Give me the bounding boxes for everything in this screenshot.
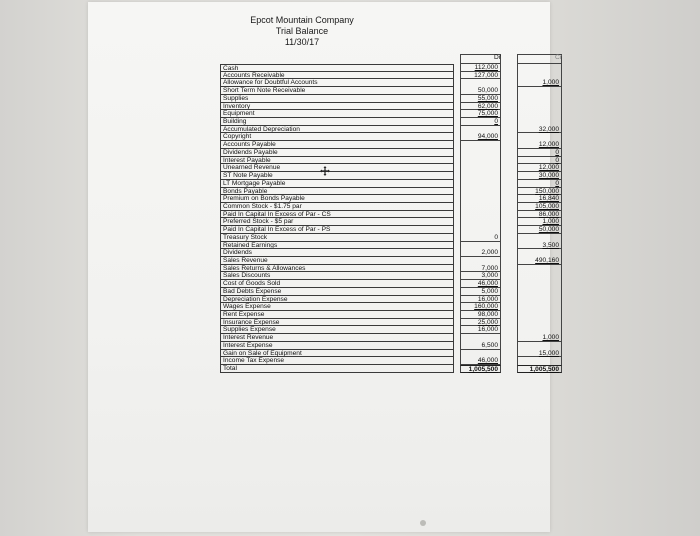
- table-row: [220, 64, 564, 72]
- credit-amount: 12,000: [517, 164, 562, 172]
- debit-amount: [460, 242, 501, 250]
- table-row: [220, 188, 564, 196]
- account-name: Premium on Bonds Payable: [220, 195, 454, 203]
- debit-amount: [460, 79, 501, 87]
- debit-amount: [460, 226, 501, 234]
- company-name: Epcot Mountain Company: [250, 15, 354, 25]
- account-name: Supplies Expense: [220, 326, 454, 334]
- credit-amount: 50,000: [517, 226, 562, 234]
- table-row: [220, 242, 564, 250]
- account-name: Dividends Payable: [220, 149, 454, 157]
- account-name: Equipment: [220, 110, 454, 118]
- account-name: Copyright: [220, 133, 454, 141]
- debit-amount: [460, 188, 501, 196]
- credit-amount: [517, 133, 562, 141]
- credit-amount: 490,160: [517, 257, 562, 265]
- debit-amount: [460, 141, 501, 149]
- table-row: [220, 172, 564, 180]
- table-row: [220, 226, 564, 234]
- credit-amount: [517, 72, 562, 80]
- credit-amount: 15,000: [517, 350, 562, 358]
- credit-amount: 3,500: [517, 242, 562, 250]
- paper-mark: [420, 520, 426, 526]
- account-name: Inventory: [220, 103, 454, 111]
- debit-amount: 25,000: [460, 319, 501, 327]
- table-row: [220, 157, 564, 165]
- table-row: [220, 133, 564, 141]
- report-date: 11/30/17: [284, 37, 320, 47]
- account-name: Wages Expense: [220, 303, 454, 311]
- account-name: Accounts Payable: [220, 141, 454, 149]
- account-name: Total: [220, 365, 454, 373]
- credit-amount: 30,000: [517, 172, 562, 180]
- debit-amount: 98,000: [460, 311, 501, 319]
- credit-amount: [517, 326, 562, 334]
- table-row: [220, 334, 564, 342]
- debit-amount: [460, 172, 501, 180]
- debit-amount: [460, 157, 501, 165]
- credit-column-header: Cr: [555, 54, 562, 61]
- debit-amount: 46,000: [460, 280, 501, 288]
- credit-amount: [517, 357, 562, 365]
- account-name: Insurance Expense: [220, 319, 454, 327]
- account-name: Cost of Goods Sold: [220, 280, 454, 288]
- debit-amount: 3,000: [460, 272, 501, 280]
- credit-amount: [517, 280, 562, 288]
- account-name: LT Mortgage Payable: [220, 180, 454, 188]
- debit-amount: 50,000: [460, 87, 501, 95]
- account-name: Interest Payable: [220, 157, 454, 165]
- credit-amount: [517, 319, 562, 327]
- table-row: [220, 141, 564, 149]
- move-cursor-icon: [320, 166, 330, 176]
- credit-amount: [517, 64, 562, 72]
- credit-amount: 86,000: [517, 211, 562, 219]
- credit-amount: 12,000: [517, 141, 562, 149]
- credit-amount: [517, 288, 562, 296]
- table-row: [220, 303, 564, 311]
- account-name: Supplies: [220, 95, 454, 103]
- table-row: [220, 249, 564, 257]
- debit-amount: 75,000: [460, 110, 501, 118]
- debit-amount: 55,000: [460, 95, 501, 103]
- table-row: [220, 257, 564, 265]
- account-name: Sales Discounts: [220, 272, 454, 280]
- debit-amount: 16,000: [460, 326, 501, 334]
- credit-amount: [517, 87, 562, 95]
- table-row: [220, 103, 564, 111]
- credit-amount: 0: [517, 149, 562, 157]
- debit-amount: [460, 164, 501, 172]
- credit-amount: [517, 265, 562, 273]
- account-name: Preferred Stock - $5 par: [220, 218, 454, 226]
- credit-amount: 1,000: [517, 334, 562, 342]
- credit-amount: [517, 249, 562, 257]
- debit-amount: [460, 334, 501, 342]
- account-name: Gain on Sale of Equipment: [220, 350, 454, 358]
- debit-amount: 2,000: [460, 249, 501, 257]
- debit-amount: 112,000: [460, 64, 501, 72]
- debit-amount: 16,000: [460, 296, 501, 304]
- account-name: Interest Expense: [220, 342, 454, 350]
- debit-column-header: Dr: [494, 54, 501, 61]
- table-row: [220, 296, 564, 304]
- debit-amount: 0: [460, 118, 501, 126]
- debit-amount: 46,000: [460, 357, 501, 365]
- debit-amount: 6,500: [460, 342, 501, 350]
- table-row: [220, 180, 564, 188]
- account-name: Bonds Payable: [220, 188, 454, 196]
- debit-amount: [460, 218, 501, 226]
- table-row: [220, 365, 564, 373]
- table-row: [220, 280, 564, 288]
- table-row: [220, 272, 564, 280]
- table-row: [220, 234, 564, 242]
- table-row: [220, 357, 564, 365]
- debit-amount: 160,000: [460, 303, 501, 311]
- report-title: Trial Balance: [275, 26, 329, 36]
- account-name: Retained Earnings: [220, 242, 454, 250]
- credit-amount: [517, 95, 562, 103]
- account-name: Bad Debts Expense: [220, 288, 454, 296]
- table-row: [220, 319, 564, 327]
- account-name: Paid In Capital In Excess of Par - CS: [220, 211, 454, 219]
- trial-balance-sheet: [88, 2, 562, 532]
- account-name: ST Note Payable: [220, 172, 454, 180]
- table-row: [220, 211, 564, 219]
- table-row: [220, 195, 564, 203]
- report-header: [88, 15, 516, 48]
- credit-amount: [517, 303, 562, 311]
- credit-amount: 150,000: [517, 188, 562, 196]
- account-name: Rent Expense: [220, 311, 454, 319]
- credit-amount: [517, 103, 562, 111]
- table-row: [220, 203, 564, 211]
- account-rows: [220, 64, 564, 373]
- account-name: Treasury Stock: [220, 234, 454, 242]
- credit-amount: [517, 311, 562, 319]
- account-name: Building: [220, 118, 454, 126]
- table-row: [220, 95, 564, 103]
- credit-amount: [517, 118, 562, 126]
- account-name: Accounts Receivable: [220, 72, 454, 80]
- debit-amount: 7,000: [460, 265, 501, 273]
- debit-amount: [460, 203, 501, 211]
- account-name: Accumulated Depreciation: [220, 126, 454, 134]
- credit-amount: 32,000: [517, 126, 562, 134]
- account-name: Common Stock - $1.75 par: [220, 203, 454, 211]
- credit-amount: 0: [517, 157, 562, 165]
- credit-amount: 1,005,500: [517, 365, 562, 373]
- credit-amount: 1,000: [517, 79, 562, 87]
- table-row: [220, 110, 564, 118]
- debit-amount: 5,000: [460, 288, 501, 296]
- debit-amount: [460, 195, 501, 203]
- credit-amount: [517, 110, 562, 118]
- debit-amount: [460, 257, 501, 265]
- table-row: [220, 72, 564, 80]
- credit-amount: [517, 234, 562, 242]
- account-name: Short Term Note Receivable: [220, 87, 454, 95]
- account-name: Sales Revenue: [220, 257, 454, 265]
- account-name: Depreciation Expense: [220, 296, 454, 304]
- debit-amount: 94,000: [460, 133, 501, 141]
- account-name: Paid In Capital In Excess of Par - PS: [220, 226, 454, 234]
- credit-amount: 1,000: [517, 218, 562, 226]
- account-name: Allowance for Doubtful Accounts: [220, 79, 454, 87]
- credit-amount: 0: [517, 180, 562, 188]
- account-name: Interest Revenue: [220, 334, 454, 342]
- credit-amount: 105,000: [517, 203, 562, 211]
- table-row: [220, 118, 564, 126]
- debit-amount: 62,000: [460, 103, 501, 111]
- table-row: [220, 149, 564, 157]
- table-row: [220, 218, 564, 226]
- table-row: [220, 87, 564, 95]
- account-name: Income Tax Expense: [220, 357, 454, 365]
- credit-amount: 16,840: [517, 195, 562, 203]
- table-row: [220, 326, 564, 334]
- debit-amount: 0: [460, 234, 501, 242]
- table-row: [220, 288, 564, 296]
- account-name: Dividends: [220, 249, 454, 257]
- credit-amount: [517, 342, 562, 350]
- account-name: Sales Returns & Allowances: [220, 265, 454, 273]
- table-row: [220, 342, 564, 350]
- debit-amount: [460, 350, 501, 358]
- debit-amount: [460, 211, 501, 219]
- credit-amount: [517, 272, 562, 280]
- debit-amount: 127,000: [460, 72, 501, 80]
- debit-amount: [460, 126, 501, 134]
- table-row: [220, 164, 564, 172]
- account-name: Unearned Revenue: [220, 164, 454, 172]
- table-row: [220, 126, 564, 134]
- table-row: [220, 311, 564, 319]
- table-row: [220, 350, 564, 358]
- debit-amount: [460, 180, 501, 188]
- account-name: Cash: [220, 64, 454, 72]
- credit-amount: [517, 296, 562, 304]
- debit-amount: [460, 149, 501, 157]
- table-row: [220, 265, 564, 273]
- debit-amount: 1,005,500: [460, 365, 501, 373]
- table-row: [220, 79, 564, 87]
